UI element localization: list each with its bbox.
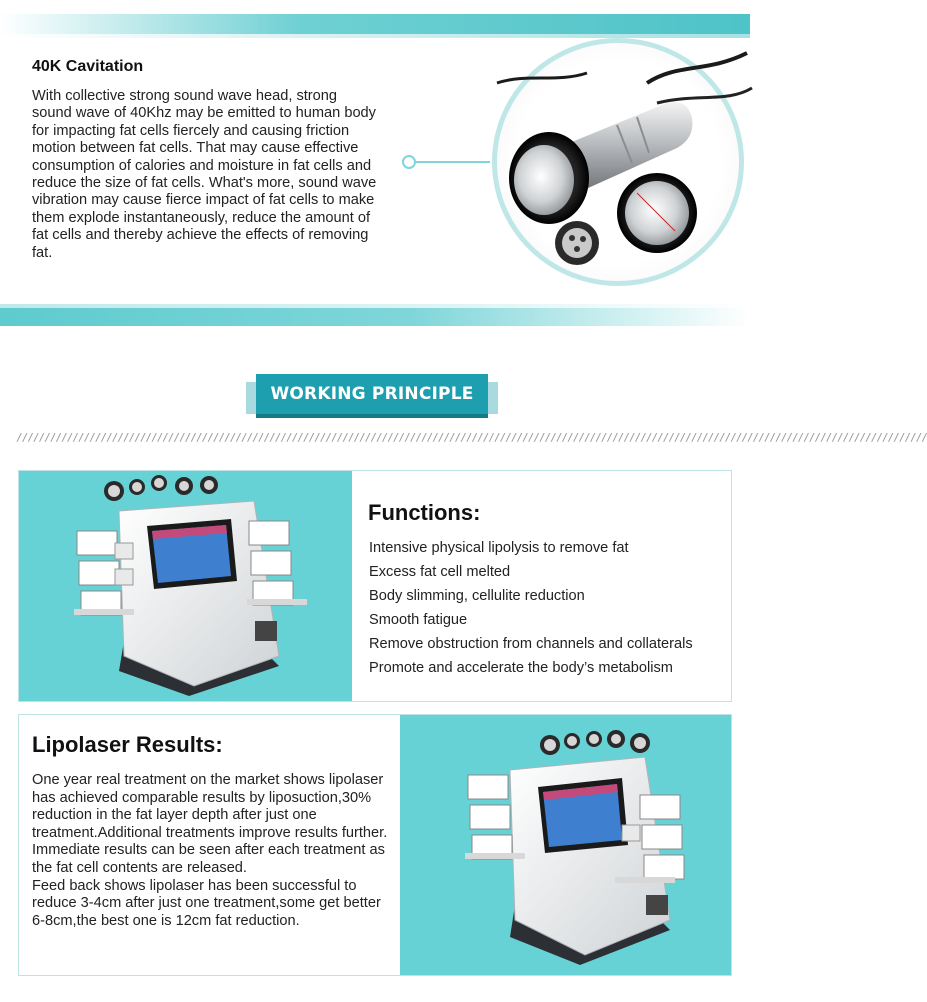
functions-machine-photo	[19, 471, 352, 701]
lipolaser-machine-photo	[400, 715, 731, 975]
lipolaser-description	[32, 772, 394, 930]
callout-dot	[402, 155, 416, 169]
list-item: Body slimming, cellulite reduction	[369, 588, 585, 604]
cavitation-handpiece-illustration	[497, 43, 749, 291]
cavitation-title: 40K Cavitation	[32, 58, 144, 75]
lipolaser-title: Lipolaser Results:	[32, 732, 223, 757]
list-item: Excess fat cell melted	[369, 564, 511, 580]
functions-title: Functions:	[368, 500, 481, 525]
working-principle-label: WORKING PRINCIPLE	[270, 384, 474, 404]
list-item: Remove obstruction from channels and collaterals	[369, 636, 693, 652]
dashed-divider: //////////////////////////////////////////////////////////////////////////////////////////////////////////////////////////////////////////////////////////////////	[16, 431, 927, 444]
list-item: Promote and accelerate the body’s metabolism	[369, 660, 673, 676]
lipolaser-paragraph-1: One year real treatment on the market shows lipolaser has achieved comparable results by liposuction,30% reduction in the fat layer depth after just one treatment.Additional treatments improve results further. Immediate results can be seen after each treatment as the fat cell contents are released.	[32, 772, 388, 876]
lipolaser-machine-illustration	[19, 471, 352, 701]
bottom-accent-bar	[0, 308, 750, 326]
cavitation-photo-circle	[492, 38, 744, 286]
callout-connector	[410, 161, 490, 163]
cavitation-photo	[488, 38, 750, 288]
top-accent-bar	[0, 14, 750, 34]
lipolaser-paragraph-2: Feed back shows lipolaser has been successful to reduce 3-4cm after just one treatment,some get better 6-8cm,the best one is 12cm fat reduction.	[32, 877, 381, 929]
list-item: Smooth fatigue	[369, 612, 468, 628]
list-item: Intensive physical lipolysis to remove fat	[369, 540, 629, 556]
cavitation-description: With collective strong sound wave head, strong sound wave of 40Khz may be emitted to human body for impacting fat cells fiercely and causing friction motion between fat cells. That may cause effective consumption of calories and moisture in fat cells and reduce the size of fat cells. What's more, sound wave vibration may cause fierce impact of fat cells to make them explode instantaneously, reduce the amount of fat cells and thereby achieve the effects of removing fat.	[32, 88, 377, 261]
functions-list	[369, 536, 693, 680]
working-principle-banner	[256, 374, 488, 414]
lipolaser-machine-illustration-2	[400, 715, 731, 975]
